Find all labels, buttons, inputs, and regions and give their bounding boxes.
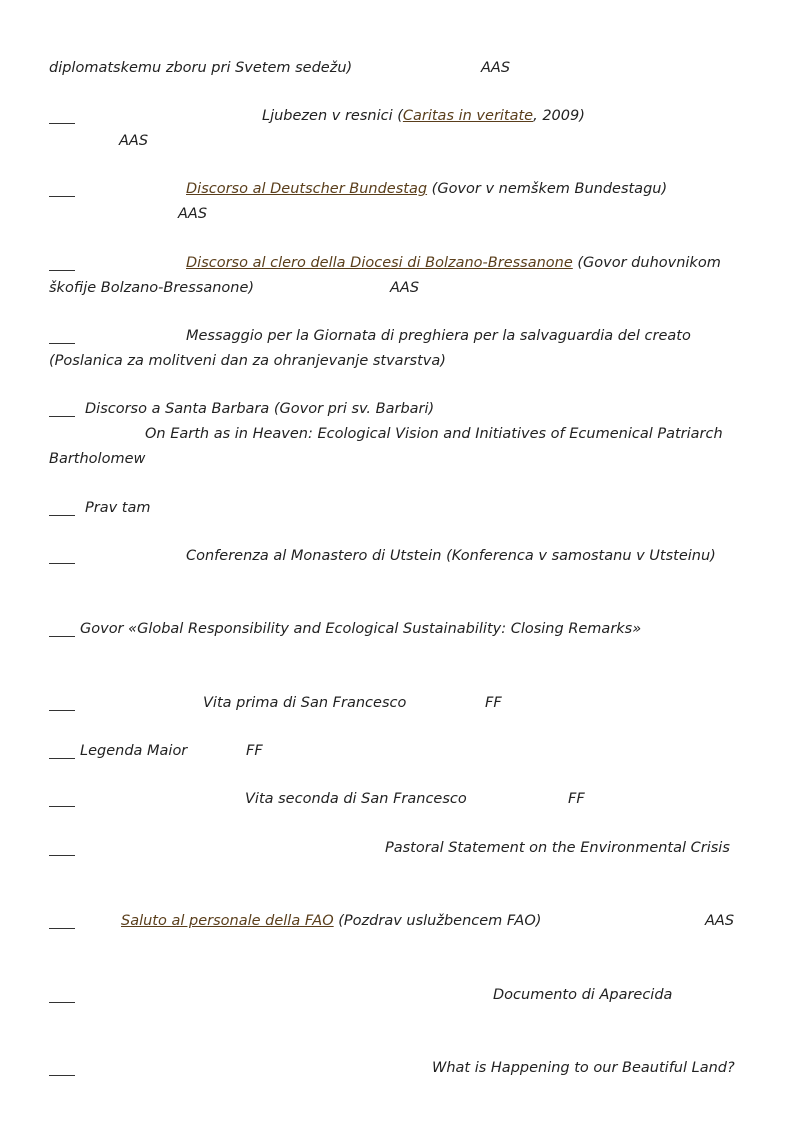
entry-text: Prav tam xyxy=(85,500,151,516)
footnote-blank xyxy=(49,270,75,271)
entry-text: Legenda Maior xyxy=(80,743,188,759)
entry-text: Messaggio per la Giornata di preghiera per la salvaguardia del creato xyxy=(186,328,691,344)
entry-text: Vita prima di San Francesco xyxy=(203,695,407,711)
entry-text xyxy=(121,912,541,930)
entry-text: Pastoral Statement on the Environmental Crisis xyxy=(385,840,730,856)
footnote-blank xyxy=(49,343,75,344)
entry-link[interactable]: Discorso al clero della Diocesi di Bolzano-Bressanone xyxy=(186,255,573,271)
footnote-blank xyxy=(49,1075,75,1076)
footnote-blank xyxy=(49,855,75,856)
aas-ref: AAS xyxy=(119,133,149,149)
footnote-blank xyxy=(49,416,75,417)
entry-text-post: , 2009) xyxy=(533,108,585,124)
entry-link[interactable]: Saluto al personale della FAO xyxy=(121,913,334,929)
aas-ref: AAS xyxy=(390,280,420,296)
entry-text xyxy=(262,107,585,125)
entry-text-line3: Bartholomew xyxy=(49,451,146,467)
entry-text-pre: Ljubezen v resnici ( xyxy=(262,108,403,124)
entry-text-line2: On Earth as in Heaven: Ecological Vision and Initiatives of Ecumenical Patriarch xyxy=(145,426,723,442)
aas-ref: AAS xyxy=(705,913,735,929)
footnote-blank xyxy=(49,758,75,759)
footnote-blank xyxy=(49,928,75,929)
ff-ref: FF xyxy=(568,791,585,807)
footnote-blank xyxy=(49,1002,75,1003)
footnote-blank xyxy=(49,806,75,807)
entry-text: Vita seconda di San Francesco xyxy=(245,791,467,807)
entry-text: diplomatskemu zboru pri Svetem sedežu) xyxy=(49,60,353,76)
footnote-blank xyxy=(49,710,75,711)
entry-link[interactable]: Discorso al Deutscher Bundestag xyxy=(186,181,428,197)
entry-text: Govor «Global Responsibility and Ecological Sustainability: Closing Remarks» xyxy=(80,621,642,637)
ff-ref: FF xyxy=(246,743,263,759)
entry-text-line2: škofije Bolzano-Bressanone) xyxy=(49,280,255,296)
footnote-blank xyxy=(49,636,75,637)
entry-text xyxy=(186,180,667,198)
entry-text-post: (Govor duhovnikom xyxy=(572,255,721,271)
entry-text: Documento di Aparecida xyxy=(493,987,673,1003)
entry-text: Conferenza al Monastero di Utstein (Konferenca v samostanu v Utsteinu) xyxy=(186,548,716,564)
entry-text xyxy=(186,254,721,272)
entry-text-line2: (Poslanica za molitveni dan za ohranjevanje stvarstva) xyxy=(49,353,446,369)
entry-text-post: (Govor v nemškem Bundestagu) xyxy=(427,181,668,197)
aas-ref: AAS xyxy=(481,60,511,76)
footnote-blank xyxy=(49,515,75,516)
entry-text: Discorso a Santa Barbara (Govor pri sv. Barbari) xyxy=(85,401,435,417)
footnote-blank xyxy=(49,123,75,124)
entry-link[interactable]: Caritas in veritate xyxy=(402,108,534,124)
ff-ref: FF xyxy=(485,695,502,711)
entry-text-post: (Pozdrav uslužbencem FAO) xyxy=(333,913,542,929)
footnote-blank xyxy=(49,563,75,564)
footnote-blank xyxy=(49,196,75,197)
entry-text: What is Happening to our Beautiful Land? xyxy=(432,1060,735,1076)
aas-ref: AAS xyxy=(178,206,208,222)
